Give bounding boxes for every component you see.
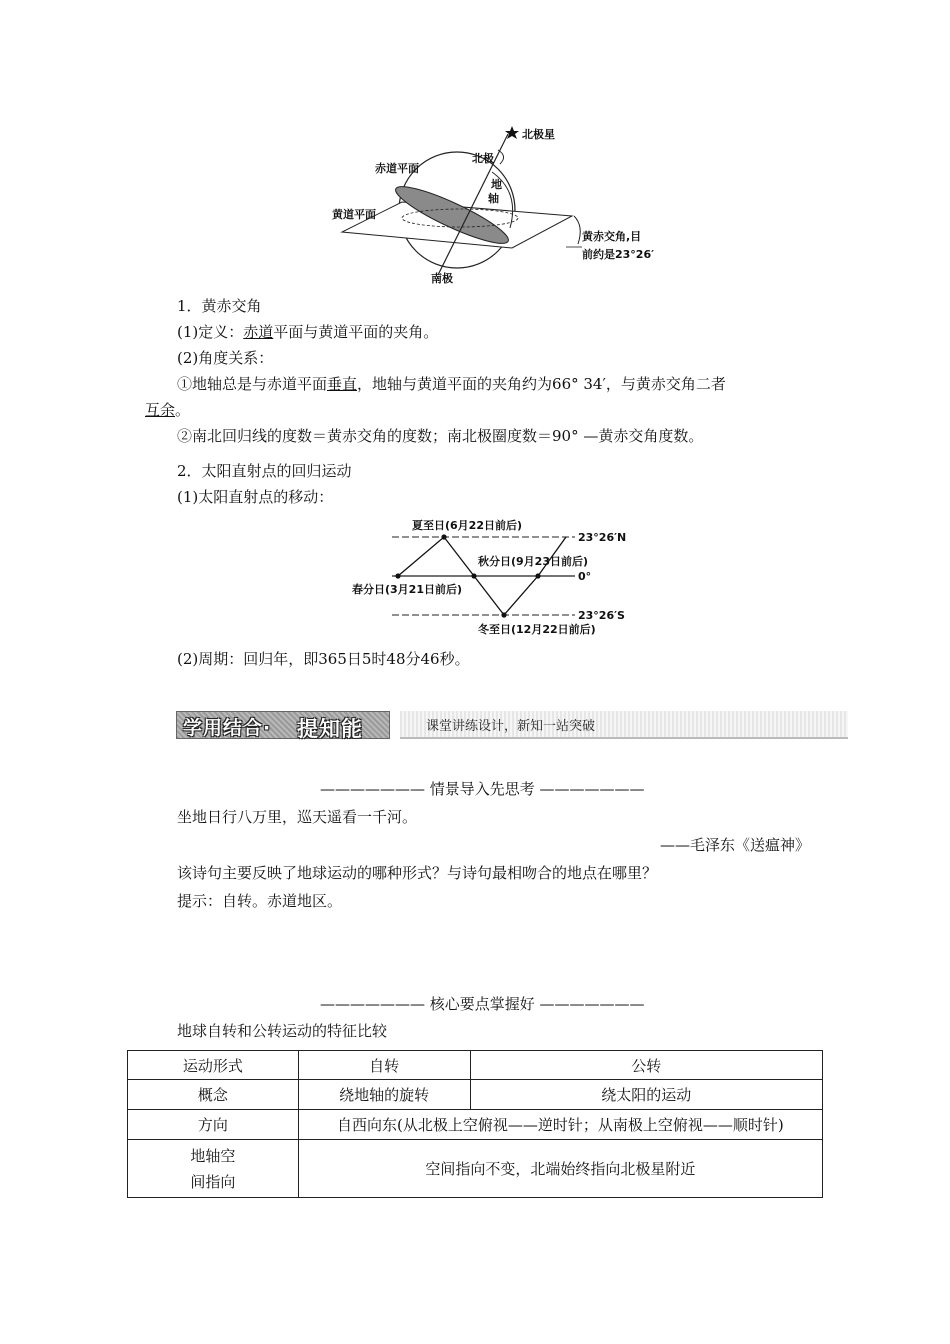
- scenario-source: ——毛泽东《送瘟神》: [660, 836, 811, 854]
- lat-south-label: 23°26′S: [578, 609, 625, 622]
- section2-heading: 2．太阳直射点的回归运动: [177, 462, 352, 480]
- autumn-equinox-label: 秋分日(9月23日前后): [478, 555, 589, 568]
- item1-rest: ，地轴与黄道平面的夹角约为66° 34′，与黄赤交角二者: [357, 375, 726, 393]
- table-cell: 空间指向不变，北端始终指向北极星附近: [298, 1140, 822, 1198]
- earth-tilt-diagram: [320, 120, 660, 290]
- banner-subtitle-box: [400, 711, 848, 739]
- axis-label-2: 轴: [488, 192, 499, 205]
- scenario-heading: ——————— 情景导入先思考 ———————: [320, 780, 645, 798]
- spring-equinox-point: [395, 573, 400, 578]
- scenario-hint: 提示：自转。赤道地区。: [177, 892, 343, 910]
- section2-sub2: (2)周期：回归年，即365日5时48分46秒。: [177, 650, 470, 668]
- scenario-poem: 坐地日行八万里，巡天遥看一千河。: [177, 808, 418, 826]
- table-cell: 绕地轴的旋转: [298, 1080, 470, 1110]
- section2-sub1: (1)太阳直射点的移动：: [177, 488, 334, 506]
- scenario-question: 该诗句主要反映了地球运动的哪种形式？与诗句最相吻合的地点在哪里？: [177, 864, 658, 882]
- table-cell: 方向: [128, 1110, 299, 1140]
- rotation-revolution-table: [127, 1050, 823, 1198]
- banner-title-a: 学用结合·: [183, 717, 272, 739]
- definition-rest: 平面与黄道平面的夹角。: [273, 323, 439, 341]
- table-cell: 自西向东(从北极上空俯视——逆时针；从南极上空俯视——顺时针): [298, 1110, 822, 1140]
- obliquity-note-line1: 黄赤交角,目: [582, 230, 642, 243]
- lat-north-label: 23°26′N: [578, 531, 627, 544]
- autumn-equinox-point: [471, 573, 476, 578]
- winter-solstice-point: [501, 612, 506, 617]
- definition-prefix: (1)定义：: [177, 323, 244, 341]
- summer-solstice-label: 夏至日(6月22日前后): [412, 519, 523, 532]
- table-cell: 绕太阳的运动: [470, 1080, 823, 1110]
- north-star-label: 北极星: [522, 128, 555, 141]
- definition-underlined: 赤道: [243, 323, 274, 341]
- equator-plane-label: 赤道平面: [375, 162, 419, 175]
- section-banner: [176, 711, 848, 741]
- section1-heading: 1．黄赤交角: [177, 297, 262, 315]
- table-row: [128, 1051, 823, 1080]
- subsolar-migration-diagram: [350, 515, 640, 640]
- item1-prefix: ①地轴总是与赤道平面: [177, 375, 328, 393]
- definition-line: [177, 321, 438, 343]
- table-title: 地球自转和公转运动的特征比较: [177, 1022, 388, 1040]
- relation-item-1-cont: [145, 399, 190, 421]
- core-heading: ——————— 核心要点掌握好 ———————: [320, 995, 645, 1013]
- section-obliquity: [145, 295, 825, 465]
- item1-underlined: 垂直: [327, 375, 358, 393]
- banner-title-box: [176, 711, 390, 739]
- obliquity-note-line2: 前约是23°26′: [582, 248, 655, 261]
- relation-item-1: [177, 373, 726, 395]
- table-header-cell: 自转: [298, 1051, 470, 1080]
- ecliptic-plane-label: 黄道平面: [332, 208, 376, 221]
- table-header-cell: 运动形式: [128, 1051, 299, 1080]
- table-header-cell: 公转: [470, 1051, 823, 1080]
- table-row: [128, 1110, 823, 1140]
- banner-subtitle: 课堂讲练设计，新知一站突破: [426, 719, 596, 734]
- summer-solstice-point: [441, 534, 446, 539]
- item1-cont-underlined: 互余: [145, 401, 176, 419]
- winter-solstice-label: 冬至日(12月22日前后): [478, 623, 596, 636]
- axis-label-line1: 地轴空: [190, 1146, 236, 1165]
- item1-cont-rest: 。: [175, 401, 191, 419]
- banner-title-b: 提知能: [297, 717, 363, 741]
- axis-label-1: 地: [491, 178, 502, 191]
- south-pole-label: 南极: [431, 272, 453, 285]
- north-pole-label: 北极: [472, 152, 494, 165]
- table-row: [128, 1080, 823, 1110]
- spring-equinox-label: 春分日(3月21日前后): [352, 583, 463, 596]
- table-cell: [128, 1140, 299, 1198]
- axis-label-line2: 间指向: [190, 1172, 236, 1191]
- lat-equator-label: 0°: [578, 570, 592, 583]
- relation-item-2: ②南北回归线的度数＝黄赤交角的度数；南北极圈度数＝90° —黄赤交角度数。: [177, 427, 704, 445]
- relation-heading: (2)角度关系：: [177, 349, 274, 367]
- table-cell: 概念: [128, 1080, 299, 1110]
- table-row: [128, 1140, 823, 1198]
